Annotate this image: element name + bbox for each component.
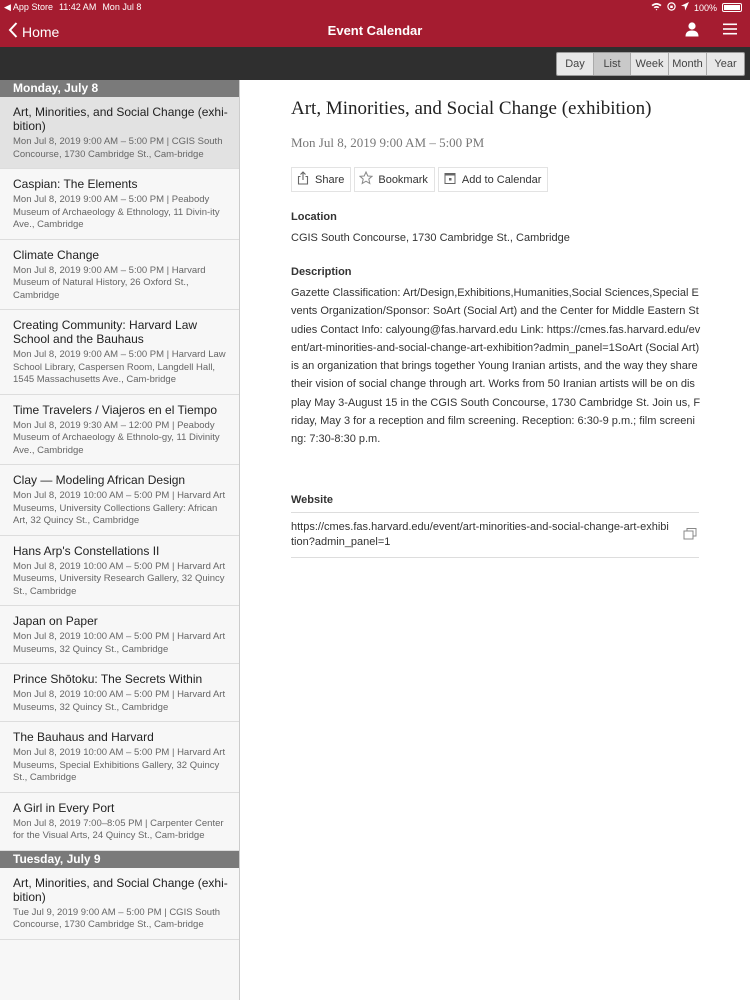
view-switcher [556,52,745,76]
event-title: Hans Arp's Constellations II [13,543,160,558]
event-list-item[interactable] [0,395,239,466]
event-title: Prince Shōtoku: The Secrets Within [13,672,203,686]
event-title: Japan on Paper [13,614,98,628]
status-date: Mon Jul 8 [102,2,142,12]
star-icon [359,171,373,188]
view-switcher-bar [0,47,750,80]
view-month[interactable]: Month [669,53,707,75]
website-row[interactable] [291,512,699,558]
event-meta: Mon Jul 8, 2019 9:00 AM – 5:00 PM | CGIS South Concourse, 1730 Cambridge St., Cam-bridge [13,136,223,160]
event-meta: Mon Jul 8, 2019 10:00 AM – 5:00 PM | Harvard Art Museums, Special Exhibitions Gallery, 32 Quincy St., Cambridge [13,747,226,783]
event-title: Climate Change [13,247,100,262]
event-meta: Tue Jul 9, 2019 9:00 AM – 5:00 PM | CGIS South Concourse, 1730 Cambridge St., Cam-bridge [13,906,221,930]
event-meta: Mon Jul 8, 2019 9:00 AM – 5:00 PM | Peabody Museum of Archaeology & Ethnology, 11 Divin-ity Ave., Cambridge [13,194,220,230]
location-icon [681,2,689,13]
user-icon[interactable] [684,21,700,42]
event-title: Creating Community: Harvard Law School and the Bauhaus [13,318,198,346]
event-meta: Mon Jul 8, 2019 9:00 AM – 5:00 PM | Harvard Museum of Natural History, 26 Oxford St., Cambridge [13,264,206,301]
event-meta: Mon Jul 8, 2019 9:30 AM – 12:00 PM | Peabody Museum of Archaeology & Ethnolo-gy, 11 Divinity Ave., Cambridge [13,419,220,456]
event-meta: Mon Jul 8, 2019 9:00 AM – 5:00 PM | Harvard Law School Library, Caspersen Room, Langdell Hall, 1545 Massachusetts Ave., Cam-bridge [13,349,226,385]
open-external-icon[interactable] [683,527,697,541]
view-year[interactable]: Year [714,58,737,70]
event-list-item[interactable] [0,465,239,536]
event-meta: Mon Jul 8, 2019 10:00 AM – 5:00 PM | Harvard Art Museums, University Collections Gallery: African Art, 32 Quincy St., Cambridge [13,490,226,526]
page-title: Event Calendar [327,23,423,38]
share-icon [296,171,310,188]
event-list-item[interactable] [0,793,239,851]
location-heading: Location [291,211,337,223]
calendar-icon [443,171,457,188]
event-list-item[interactable] [0,606,239,664]
top-bar [0,0,750,47]
event-detail-title: Art, Minorities, and Social Change (exhibition) [291,98,652,119]
nav-bar [0,16,750,47]
home-back-label: Home [22,23,60,40]
description-text: Gazette Classification: Art/Design,Exhibitions,Humanities,Social Sciences,Special Events Organization/Sponsor: SoArt (Social Art) and the Center for Middle Eastern Studies Contact Info: calyoung@fas.harvard.edu Link: https://cmes.fas.harvard.edu/event/art-minorities-and-social-change-art-exhibition?admin_panel=1SoArt (Social Art) is an organization that brings together Young Iranian artists, and the way they share their vision of social change through art. Works from 50 Iranian artists will be on display May 3-August 15 in the CGIS South Concourse, 1730 Cambridge St. Join us, Friday, May 3 for a reception and film screening. Reception: 6:30-9 p.m.; film screening: 7:30-8:30 p.m. [291,287,701,446]
view-week[interactable]: Week [631,53,669,75]
description-heading: Description [291,266,352,278]
event-list-item-selected[interactable] [0,97,239,169]
view-list[interactable]: List [594,53,631,75]
action-buttons [291,167,548,192]
event-list-item[interactable] [0,722,239,793]
event-list-item[interactable] [0,169,239,240]
event-meta: Mon Jul 8, 2019 10:00 AM – 5:00 PM | Harvard Art Museums, 32 Quincy St., Cambridge [13,689,226,713]
event-list-item[interactable] [0,536,239,607]
event-list-item[interactable] [0,868,239,940]
website-url[interactable]: https://cmes.fas.harvard.edu/event/art-minorities-and-social-change-art-exhibition?admin_panel=1 [291,521,669,548]
battery-icon [722,3,742,12]
location-text: CGIS South Concourse, 1730 Cambridge St., Cambridge [291,232,570,244]
event-meta: Mon Jul 8, 2019 10:00 AM – 5:00 PM | Harvard Art Museums, University Research Gallery, 32 Quincy St., Cambridge [13,560,226,597]
event-list-item[interactable] [0,310,239,395]
event-detail-date: Mon Jul 8, 2019 9:00 AM – 5:00 PM [291,135,485,150]
add-to-calendar-button[interactable] [438,167,549,192]
event-list-item[interactable] [0,240,239,311]
event-list-item[interactable] [0,664,239,722]
view-day[interactable]: Day [557,53,594,75]
website-heading: Website [291,494,333,506]
add-to-calendar-label: Add to Calendar [461,173,542,186]
day-header: Tuesday, July 9 [0,851,239,868]
status-time: 11:42 AM [58,2,97,12]
event-meta: Mon Jul 8, 2019 7:00–8:05 PM | Carpenter Center for the Visual Arts, 24 Quincy St., Cam-bridge [13,817,224,841]
share-button[interactable] [291,167,351,192]
event-title: A Girl in Every Port [13,800,115,815]
share-label: Share [315,173,345,186]
event-title: Clay — Modeling African Design [13,473,186,487]
event-title: Caspian: The Elements [13,177,138,191]
bookmark-label: Bookmark [378,173,428,186]
day-header: Monday, July 8 [0,80,239,97]
event-meta: Mon Jul 8, 2019 10:00 AM – 5:00 PM | Harvard Art Museums, 32 Quincy St., Cambridge [13,631,226,655]
bookmark-button[interactable] [354,167,435,192]
orientation-lock-icon [667,2,676,13]
event-title: The Bauhaus and Harvard [13,730,154,744]
event-title: Art, Minorities, and Social Change (exhi-bition) [13,875,228,904]
battery-percent: 100% [693,2,717,13]
event-title: Time Travelers / Viajeros en el Tiempo [13,402,218,417]
menu-icon[interactable] [722,21,738,42]
status-back-app[interactable]: ◀ App Store [4,2,53,12]
event-detail [241,80,750,1000]
event-title: Art, Minorities, and Social Change (exhi-bition) [13,105,228,133]
status-bar [0,0,750,16]
wifi-icon [651,2,662,13]
event-list[interactable] [0,80,240,1000]
